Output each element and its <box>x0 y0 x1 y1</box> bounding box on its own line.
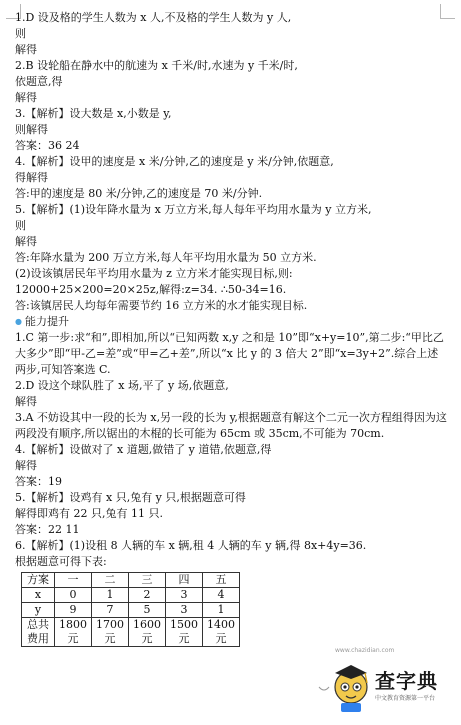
text-line: (2)设该镇居民年平均用水量为 z 立方米才能实现目标,则: <box>15 267 293 280</box>
table-cell: y <box>22 603 55 618</box>
table-row <box>22 573 240 588</box>
table-cell: 1700元 <box>92 618 129 647</box>
table-cell: 三 <box>129 573 166 588</box>
table-cell: 5 <box>129 603 166 618</box>
text-line: 解得即鸡有 22 只,兔有 11 只. <box>15 507 163 520</box>
text-line: 3.【解析】设大数是 x,小数是 y, <box>15 107 172 120</box>
table-cell: 1800元 <box>55 618 92 647</box>
text-line: 2.D 设这个球队胜了 x 场,平了 y 场,依题意, <box>15 379 229 392</box>
table-cell: 0 <box>55 588 92 603</box>
text-line: 解得 <box>15 43 37 56</box>
text-paragraph: 1.C 第一步:求“和”,即相加,所以“已知两数 x,y 之和是 10”即“x+y=10”,第二步:“甲比乙大多少”即“甲-乙=差”或“甲=乙+差”,所以“x 比 y 的 3 倍大 2”即“x=3y+2”.综合上述两步,可知答案选 C. <box>15 331 444 376</box>
table-cell: 4 <box>203 588 240 603</box>
table-cell: 7 <box>92 603 129 618</box>
text-line: 依题意,得 <box>15 75 63 88</box>
table-row <box>22 603 240 618</box>
table-cell: 2 <box>129 588 166 603</box>
text-line: 4.【解析】设甲的速度是 x 米/分钟,乙的速度是 y 米/分钟,依题意, <box>15 155 334 168</box>
text-line: 6.【解析】(1)设租 8 人辆的车 x 辆,租 4 人辆的车 y 辆,得 8x+4y=36. <box>15 539 367 552</box>
text-line: 解得 <box>15 235 37 248</box>
text-line: 12000+25×200=20×25z,解得:z=34. ∴50-34=16. <box>15 283 287 296</box>
answer-line: 答:该镇居民人均每年需要节约 16 立方米的水才能实现目标. <box>15 299 308 312</box>
table-cell: 1600元 <box>129 618 166 647</box>
table-cell: 一 <box>55 573 92 588</box>
table-cell: 五 <box>203 573 240 588</box>
answer-line: 答:年降水量为 200 万立方米,每人年平均用水量为 50 立方米. <box>15 251 317 264</box>
section-heading-label: 能力提升 <box>24 315 69 328</box>
bullet-icon: ● <box>15 317 22 326</box>
plan-table <box>21 572 240 647</box>
table-row <box>22 618 240 647</box>
table-cell: 3 <box>166 588 203 603</box>
text-line: 1.D 设及格的学生人数为 x 人,不及格的学生人数为 y 人, <box>15 11 292 24</box>
text-line: 5.【解析】(1)设年降水量为 x 万立方米,每人每年平均用水量为 y 立方米, <box>15 203 372 216</box>
text-line: 解得 <box>15 459 37 472</box>
table-cell: 9 <box>55 603 92 618</box>
answer-line: 答案：22 11 <box>15 523 80 536</box>
table-cell: 1 <box>92 588 129 603</box>
table-cell: 四 <box>166 573 203 588</box>
table-row <box>22 588 240 603</box>
text-line: 解得 <box>15 395 37 408</box>
text-line: 则 <box>15 219 26 232</box>
text-line: 根据题意可得下表: <box>15 555 107 568</box>
site-logo <box>329 647 451 717</box>
text-line: 5.【解析】设鸡有 x 只,兔有 y 只,根据题意可得 <box>15 491 246 504</box>
text-paragraph: 3.A 不妨设其中一段的长为 x,另一段的长为 y,根据题意有解这个二元一次方程组得因为这两段没有顺序,所以锯出的木棍的长可能为 65cm 或 35cm,不可能为 70cm. <box>15 411 447 440</box>
text-line: 解得 <box>15 91 37 104</box>
logo-title: 查字典 <box>375 669 438 693</box>
table-cell: 1400元 <box>203 618 240 647</box>
logo-slogan: 中文教育资源第一平台 <box>375 695 436 702</box>
text-line: 则 <box>15 27 26 40</box>
logo-url: www.chazidian.com <box>335 647 395 654</box>
table-cell: 3 <box>166 603 203 618</box>
answer-content <box>15 10 447 647</box>
table-cell: 方案 <box>22 573 55 588</box>
answer-line: 答:甲的速度是 80 米/分钟,乙的速度是 70 米/分钟. <box>15 187 263 200</box>
answer-line: 答案：19 <box>15 475 62 488</box>
mascot-icon <box>329 659 373 715</box>
text-line: 得解得 <box>15 171 48 184</box>
table-cell: x <box>22 588 55 603</box>
text-line: 4.【解析】设做对了 x 道题,做错了 y 道错,依题意,得 <box>15 443 272 456</box>
text-line: 则解得 <box>15 123 48 136</box>
answer-line: 答案：36 24 <box>15 139 80 152</box>
text-line: 2.B 设轮船在静水中的航速为 x 千米/时,水速为 y 千米/时, <box>15 59 298 72</box>
table-cell: 1 <box>203 603 240 618</box>
table-cell: 总共费用 <box>22 618 55 647</box>
table-cell: 1500元 <box>166 618 203 647</box>
table-cell: 二 <box>92 573 129 588</box>
section-heading <box>15 314 447 330</box>
